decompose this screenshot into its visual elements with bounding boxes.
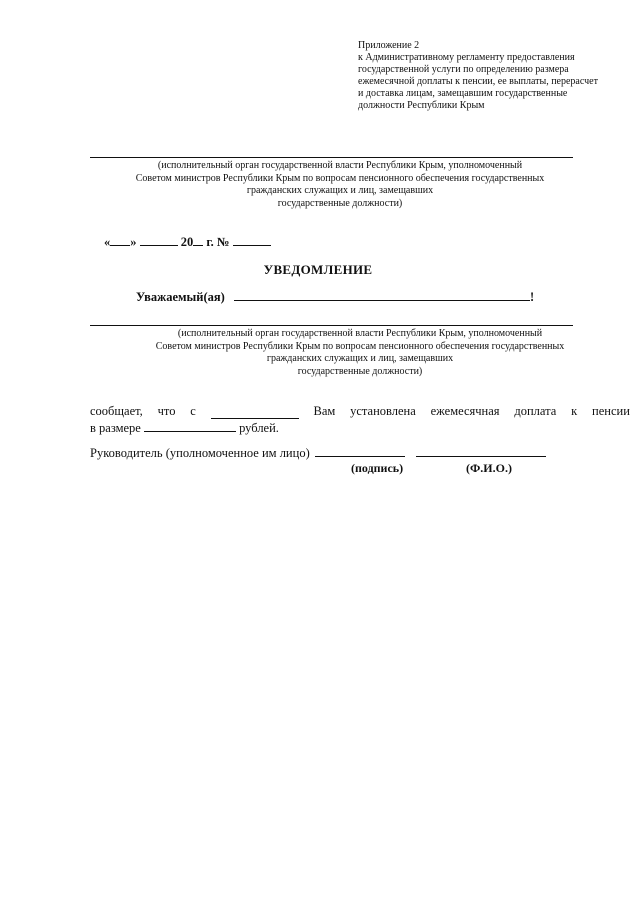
signature-caption: (подпись) bbox=[351, 461, 404, 475]
year-number-label: г. № bbox=[206, 235, 230, 249]
date-from-field[interactable] bbox=[211, 407, 299, 419]
body-word: доплата bbox=[514, 404, 557, 418]
org-line-middle bbox=[90, 325, 573, 326]
greeting-label: Уважаемый(ая) bbox=[136, 290, 225, 304]
full-name-caption: (Ф.И.О.) bbox=[466, 461, 512, 475]
month-field[interactable] bbox=[140, 234, 178, 246]
signature-label: Руководитель (уполномоченное им лицо) bbox=[90, 446, 310, 460]
close-quote: » bbox=[130, 235, 137, 249]
appendix-line: государственной услуги по определению размера bbox=[358, 64, 569, 75]
org-caption-line: (исполнительный орган государственной власти Республики Крым, уполномоченный bbox=[157, 160, 523, 171]
date-number-line bbox=[104, 234, 271, 250]
org-caption-line: государственные должности) bbox=[277, 197, 403, 209]
appendix-line: к Административному регламенту предоставления bbox=[358, 52, 575, 63]
body-word: с bbox=[190, 404, 196, 418]
body-sentence bbox=[90, 404, 630, 419]
notice-title: УВЕДОМЛЕНИЕ bbox=[263, 262, 373, 277]
signature-line bbox=[90, 445, 546, 461]
body-word: пенсии bbox=[592, 404, 630, 418]
body-word: установлена bbox=[350, 404, 416, 418]
full-name-field[interactable] bbox=[416, 445, 546, 457]
appendix-line: и доставка лицам, замещавшим государственные bbox=[358, 88, 568, 99]
open-quote: « bbox=[104, 235, 111, 249]
appendix-line: должности Республики Крым bbox=[358, 100, 485, 111]
amount-prefix: в размере bbox=[90, 421, 141, 435]
year-prefix: 20 bbox=[180, 235, 194, 249]
amount-suffix: рублей. bbox=[239, 421, 279, 435]
org-caption-line: Советом министров Республики Крым по вопросам пенсионного обеспечения государственных bbox=[135, 172, 545, 184]
org-caption-line: Советом министров Республики Крым по вопросам пенсионного обеспечения государственных bbox=[155, 340, 565, 352]
addressee-field[interactable] bbox=[234, 289, 530, 301]
body-word: Вам bbox=[313, 404, 336, 418]
year-field[interactable] bbox=[193, 234, 203, 246]
org-caption-line: гражданских служащих и лиц, замещавших bbox=[266, 353, 454, 364]
appendix-header bbox=[358, 40, 628, 112]
body-word: ежемесячная bbox=[430, 404, 500, 418]
amount-field[interactable] bbox=[144, 420, 236, 432]
amount-line bbox=[90, 420, 279, 436]
appendix-title: Приложение 2 bbox=[358, 40, 420, 51]
day-field[interactable] bbox=[110, 234, 130, 246]
org-caption-line: (исполнительный орган государственной власти Республики Крым, уполномоченный bbox=[177, 328, 543, 339]
greeting-exclamation: ! bbox=[529, 290, 535, 304]
org-caption-line: государственные должности) bbox=[297, 365, 423, 377]
org-line-top bbox=[90, 157, 573, 158]
org-caption-top bbox=[90, 160, 590, 210]
greeting-line bbox=[136, 289, 534, 305]
body-word: к bbox=[571, 404, 578, 418]
appendix-line: ежемесячной доплаты к пенсии, ее выплаты, перерасчет bbox=[358, 76, 598, 87]
body-word: что bbox=[157, 404, 176, 418]
number-field[interactable] bbox=[233, 234, 271, 246]
body-word: сообщает, bbox=[90, 404, 143, 418]
org-caption-middle bbox=[130, 328, 590, 378]
signature-field[interactable] bbox=[315, 445, 405, 457]
org-caption-line: гражданских служащих и лиц, замещавших bbox=[246, 185, 434, 196]
